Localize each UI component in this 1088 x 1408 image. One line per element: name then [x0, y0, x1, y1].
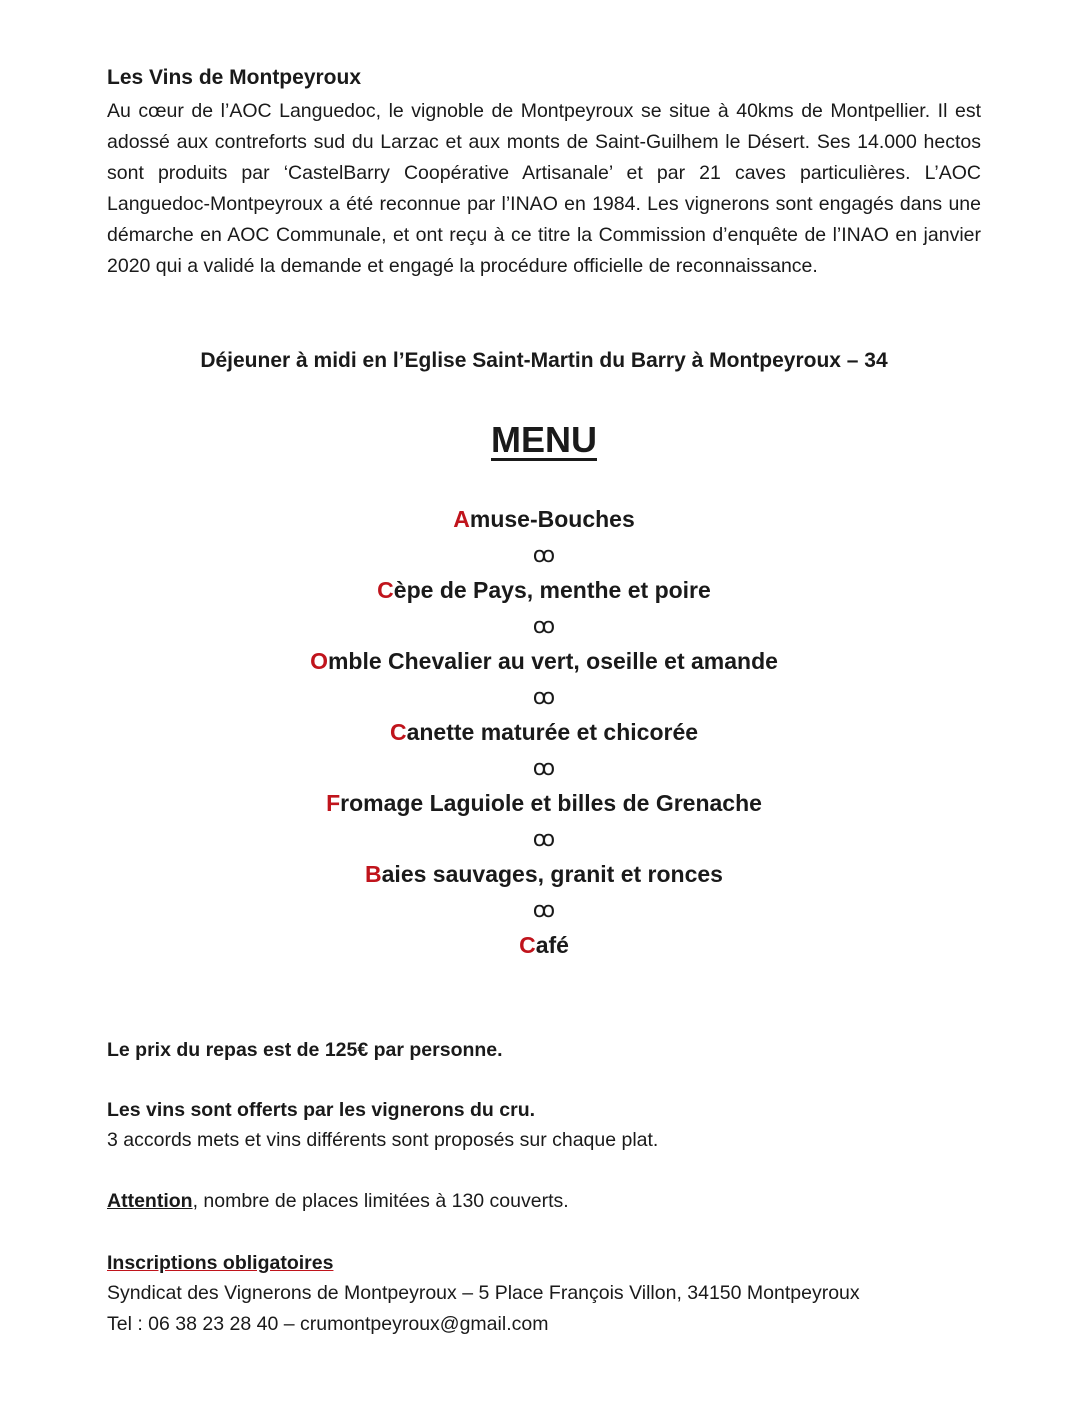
inscriptions-title: Inscriptions obligatoires	[107, 1252, 334, 1274]
dish-rest: muse-Bouches	[469, 506, 635, 532]
dish-name	[0, 857, 1088, 891]
menu-item	[0, 502, 1088, 573]
dish-rest: anette maturée et chicorée	[406, 719, 699, 745]
dish-name	[0, 502, 1088, 536]
dish-separator: ꝏ	[532, 613, 556, 638]
dish-name	[0, 573, 1088, 607]
dish-separator: ꝏ	[532, 826, 556, 851]
dish-separator: ꝏ	[532, 542, 556, 567]
dish-rest: romage Laguiole et billes de Grenache	[340, 790, 762, 816]
intro-title: Les Vins de Montpeyroux	[107, 66, 361, 89]
dish-initial: O	[310, 648, 328, 674]
dish-rest: aies sauvages, granit et ronces	[381, 861, 723, 887]
menu-title: MENU	[491, 419, 597, 460]
menu-item	[0, 857, 1088, 928]
menu-list	[0, 502, 1088, 999]
dish-initial: F	[326, 790, 341, 816]
dish-name	[0, 715, 1088, 749]
food-pairing-line: 3 accords mets et vins différents sont proposés sur chaque plat.	[107, 1129, 659, 1151]
intro-paragraph: Au cœur de l’AOC Languedoc, le vignoble de Montpeyroux se situe à 40kms de Montpellier. Il est adossé aux contreforts sud du Larzac et aux monts de Saint-Guilhem le Désert. Ses 14.000 hectos sont produits par ‘CastelBarry Coopérative Artisanale’ et par 21 caves particulières. L’AOC Languedoc-Montpeyroux a été reconnue par l’INAO en 1984. Les vignerons sont engagés dans une démarche en AOC Communale, et ont reçu à ce titre la Commission d’enquête de l’INAO en janvier 2020 qui a validé la demande et engagé la procédure officielle de reconnaissance.	[107, 100, 981, 277]
dish-rest: èpe de Pays, menthe et poire	[393, 577, 711, 603]
attention-text: , nombre de places limitées à 130 couverts.	[192, 1190, 569, 1212]
menu-item	[0, 786, 1088, 857]
dish-initial: A	[453, 506, 470, 532]
lunch-heading: Déjeuner à midi en l’Eglise Saint-Martin du Barry à Montpeyroux – 34	[200, 349, 888, 372]
menu-item	[0, 928, 1088, 999]
price-line: Le prix du repas est de 125€ par personne.	[107, 1039, 503, 1061]
dish-name	[0, 928, 1088, 962]
dish-separator: ꝏ	[532, 897, 556, 922]
attention-line	[107, 1186, 981, 1216]
dish-separator: ꝏ	[532, 684, 556, 709]
dish-name	[0, 786, 1088, 820]
attention-label: Attention	[107, 1190, 193, 1212]
dish-rest: afé	[535, 932, 569, 958]
dish-initial: B	[365, 861, 382, 887]
dish-initial: C	[389, 719, 407, 745]
dish-name	[0, 644, 1088, 678]
menu-item	[0, 573, 1088, 644]
dish-initial: C	[519, 932, 536, 958]
contact-line: Tel : 06 38 23 28 40 – crumontpeyroux@gmail.com	[107, 1313, 549, 1335]
menu-item	[0, 644, 1088, 715]
dish-separator: ꝏ	[532, 755, 556, 780]
menu-item	[0, 715, 1088, 786]
dish-rest: mble Chevalier au vert, oseille et amande	[327, 648, 778, 674]
wines-offered-line: Les vins sont offerts par les vignerons du cru.	[107, 1099, 536, 1121]
dish-initial: C	[377, 577, 394, 603]
address-line: Syndicat des Vignerons de Montpeyroux – 5 Place François Villon, 34150 Montpeyroux	[107, 1282, 860, 1304]
